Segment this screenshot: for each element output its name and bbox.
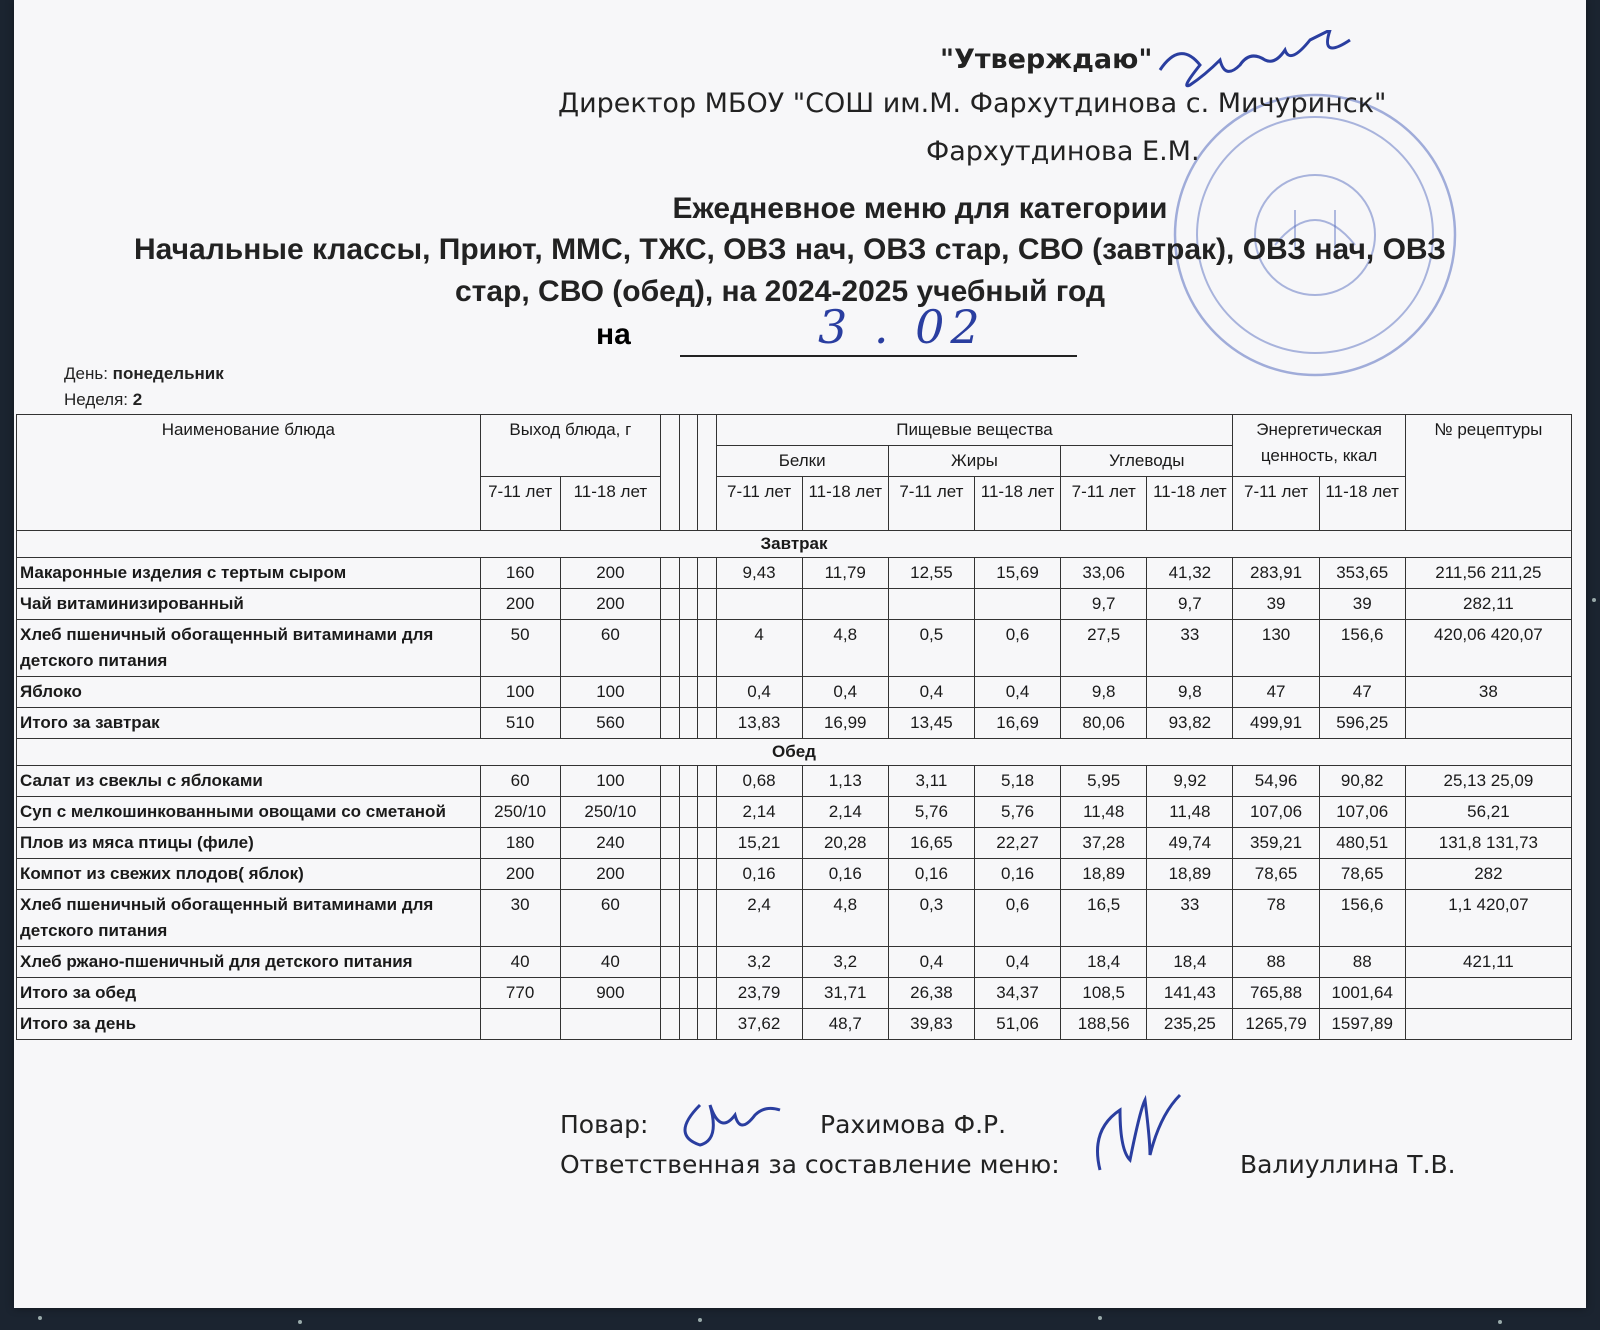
col-header-recipe: № рецептуры <box>1405 415 1571 531</box>
cell-out1: 60 <box>480 766 560 797</box>
dish-row <box>17 797 1572 828</box>
empty-cell <box>661 797 679 828</box>
cell-f2: 0,6 <box>974 620 1060 677</box>
empty-cell <box>679 677 697 708</box>
cell-e2: 1597,89 <box>1319 1009 1405 1040</box>
cell-c1: 9,7 <box>1061 589 1147 620</box>
cell-f2: 5,18 <box>974 766 1060 797</box>
dish-row <box>17 677 1572 708</box>
cell-out1: 510 <box>480 708 560 739</box>
cell-p1: 23,79 <box>716 978 802 1009</box>
cell-e2: 156,6 <box>1319 890 1405 947</box>
cell-e2: 107,06 <box>1319 797 1405 828</box>
cell-c2: 9,7 <box>1147 589 1233 620</box>
dish-row <box>17 766 1572 797</box>
cell-e2: 78,65 <box>1319 859 1405 890</box>
responsible-label: Ответственная за составление меню: <box>560 1150 1060 1179</box>
cell-out2: 560 <box>560 708 661 739</box>
cell-f2: 0,4 <box>974 677 1060 708</box>
cell-rec <box>1405 1009 1571 1040</box>
cell-p2: 4,8 <box>802 620 888 677</box>
empty-cell <box>679 766 697 797</box>
cell-p2: 20,28 <box>802 828 888 859</box>
empty-cell <box>679 859 697 890</box>
cell-p2: 0,4 <box>802 677 888 708</box>
cell-f2: 0,4 <box>974 947 1060 978</box>
cell-f1: 13,45 <box>888 708 974 739</box>
empty-cell <box>661 677 679 708</box>
dish-name: Хлеб ржано-пшеничный для детского питания <box>17 947 481 978</box>
cell-e1: 283,91 <box>1233 558 1319 589</box>
empty-cell <box>679 978 697 1009</box>
dish-row <box>17 947 1572 978</box>
cell-out2: 100 <box>560 766 661 797</box>
cell-e1: 54,96 <box>1233 766 1319 797</box>
cell-c1: 11,48 <box>1061 797 1147 828</box>
empty-cell <box>661 828 679 859</box>
col-header-energy: Энергетическая ценность, ккал <box>1233 415 1405 477</box>
age-header: 7-11 лет <box>888 477 974 531</box>
empty-cell <box>698 589 716 620</box>
cell-f1: 39,83 <box>888 1009 974 1040</box>
cell-rec: 282,11 <box>1405 589 1571 620</box>
cell-e1: 765,88 <box>1233 978 1319 1009</box>
dish-name: Салат из свеклы с яблоками <box>17 766 481 797</box>
cell-f2: 0,6 <box>974 890 1060 947</box>
total-label: Итого за завтрак <box>17 708 481 739</box>
cell-rec: 420,06 420,07 <box>1405 620 1571 677</box>
cell-out2: 60 <box>560 620 661 677</box>
cell-e2: 1001,64 <box>1319 978 1405 1009</box>
cell-f1: 0,16 <box>888 859 974 890</box>
total-label: Итого за день <box>17 1009 481 1040</box>
age-header: 11-18 лет <box>1319 477 1405 531</box>
handwritten-date: 3 . 02 <box>818 300 986 354</box>
cell-p1 <box>716 589 802 620</box>
cell-p1: 0,68 <box>716 766 802 797</box>
cell-rec: 421,11 <box>1405 947 1571 978</box>
cell-e2: 156,6 <box>1319 620 1405 677</box>
cell-out1: 30 <box>480 890 560 947</box>
cell-f1: 0,3 <box>888 890 974 947</box>
cell-p2: 31,71 <box>802 978 888 1009</box>
col-header-proteins: Белки <box>716 446 888 477</box>
cell-rec <box>1405 978 1571 1009</box>
day-value: понедельник <box>112 364 224 383</box>
col-header-fats: Жиры <box>888 446 1060 477</box>
col-header-nutrients: Пищевые вещества <box>716 415 1233 446</box>
cell-f2: 34,37 <box>974 978 1060 1009</box>
col-header-carbs: Углеводы <box>1061 446 1233 477</box>
cell-p1: 0,16 <box>716 859 802 890</box>
cell-rec: 211,56 211,25 <box>1405 558 1571 589</box>
responsible-name: Валиуллина Т.В. <box>1240 1150 1456 1179</box>
cell-e1: 88 <box>1233 947 1319 978</box>
empty-cell <box>698 620 716 677</box>
cook-label: Повар: <box>560 1110 649 1139</box>
empty-cell <box>698 708 716 739</box>
empty-cell <box>698 947 716 978</box>
age-header: 11-18 лет <box>802 477 888 531</box>
cell-out1: 770 <box>480 978 560 1009</box>
cell-out1: 50 <box>480 620 560 677</box>
cell-e2: 480,51 <box>1319 828 1405 859</box>
cell-out1: 200 <box>480 859 560 890</box>
age-header: 11-18 лет <box>974 477 1060 531</box>
dish-row <box>17 620 1572 677</box>
cell-p1: 15,21 <box>716 828 802 859</box>
empty-cell <box>698 797 716 828</box>
day-label: День: <box>64 364 108 383</box>
cell-p1: 2,4 <box>716 890 802 947</box>
cell-e1: 1265,79 <box>1233 1009 1319 1040</box>
approval-heading: "Утверждаю" <box>940 44 1153 75</box>
cell-out2: 200 <box>560 859 661 890</box>
dish-name: Яблоко <box>17 677 481 708</box>
cell-c2: 33 <box>1147 620 1233 677</box>
dish-name: Суп с мелкошинкованными овощами со сметаной <box>17 797 481 828</box>
week-line <box>64 390 142 410</box>
cell-out2: 100 <box>560 677 661 708</box>
cell-out2: 200 <box>560 558 661 589</box>
day-line <box>64 364 224 384</box>
cell-e1: 499,91 <box>1233 708 1319 739</box>
cell-c2: 235,25 <box>1147 1009 1233 1040</box>
cell-c1: 108,5 <box>1061 978 1147 1009</box>
cell-c2: 33 <box>1147 890 1233 947</box>
cell-p2: 16,99 <box>802 708 888 739</box>
cell-e1: 359,21 <box>1233 828 1319 859</box>
empty-cell <box>698 766 716 797</box>
dish-name: Хлеб пшеничный обогащенный витаминами для детского питания <box>17 620 481 677</box>
cell-f1: 26,38 <box>888 978 974 1009</box>
cell-p2: 0,16 <box>802 859 888 890</box>
cell-rec: 131,8 131,73 <box>1405 828 1571 859</box>
dish-row <box>17 859 1572 890</box>
empty-cell <box>661 620 679 677</box>
total-row <box>17 708 1572 739</box>
empty-cell <box>698 859 716 890</box>
cell-f1: 12,55 <box>888 558 974 589</box>
empty-cell <box>679 558 697 589</box>
empty-cell <box>679 620 697 677</box>
cell-p1: 9,43 <box>716 558 802 589</box>
cell-f2: 22,27 <box>974 828 1060 859</box>
col-header-name: Наименование блюда <box>17 415 481 531</box>
cell-out1: 40 <box>480 947 560 978</box>
cell-out1: 160 <box>480 558 560 589</box>
cell-out2: 240 <box>560 828 661 859</box>
empty-cell <box>661 978 679 1009</box>
cell-c2: 141,43 <box>1147 978 1233 1009</box>
cell-f2: 0,16 <box>974 859 1060 890</box>
cell-c1: 33,06 <box>1061 558 1147 589</box>
cell-out2: 250/10 <box>560 797 661 828</box>
cell-p2: 4,8 <box>802 890 888 947</box>
cell-p2: 3,2 <box>802 947 888 978</box>
cell-out2: 900 <box>560 978 661 1009</box>
cell-e2: 353,65 <box>1319 558 1405 589</box>
cell-c1: 9,8 <box>1061 677 1147 708</box>
cell-c1: 188,56 <box>1061 1009 1147 1040</box>
empty-cell <box>661 890 679 947</box>
empty-cell <box>661 859 679 890</box>
empty-cell <box>679 708 697 739</box>
date-underline <box>680 355 1077 357</box>
age-header: 7-11 лет <box>716 477 802 531</box>
cell-c2: 11,48 <box>1147 797 1233 828</box>
cell-out1: 100 <box>480 677 560 708</box>
cell-p1: 2,14 <box>716 797 802 828</box>
cell-c1: 5,95 <box>1061 766 1147 797</box>
dish-row <box>17 589 1572 620</box>
cook-signature <box>670 1085 790 1155</box>
cell-f2: 5,76 <box>974 797 1060 828</box>
director-line: Директор МБОУ "СОШ им.М. Фархутдинова с. Мичуринск" <box>558 88 1387 119</box>
cell-f1: 3,11 <box>888 766 974 797</box>
cell-rec: 25,13 25,09 <box>1405 766 1571 797</box>
dish-name: Чай витаминизированный <box>17 589 481 620</box>
dish-name: Хлеб пшеничный обогащенный витаминами для детского питания <box>17 890 481 947</box>
cell-f1 <box>888 589 974 620</box>
cell-e1: 39 <box>1233 589 1319 620</box>
empty-cell <box>698 890 716 947</box>
empty-cell <box>679 890 697 947</box>
menu-table <box>16 414 1572 1040</box>
cell-out2: 60 <box>560 890 661 947</box>
cell-c1: 16,5 <box>1061 890 1147 947</box>
cell-c2: 93,82 <box>1147 708 1233 739</box>
cell-c2: 18,4 <box>1147 947 1233 978</box>
responsible-signature <box>1080 1085 1190 1180</box>
cell-f2: 16,69 <box>974 708 1060 739</box>
week-label: Неделя: <box>64 390 129 409</box>
empty-cell <box>679 589 697 620</box>
cell-out1 <box>480 1009 560 1040</box>
cell-c1: 27,5 <box>1061 620 1147 677</box>
empty-cell <box>698 1009 716 1040</box>
cell-out2: 200 <box>560 589 661 620</box>
cell-p1: 0,4 <box>716 677 802 708</box>
total-row <box>17 1009 1572 1040</box>
cell-rec: 56,21 <box>1405 797 1571 828</box>
empty-cell <box>679 797 697 828</box>
dish-row <box>17 890 1572 947</box>
cell-e2: 39 <box>1319 589 1405 620</box>
cell-p2: 11,79 <box>802 558 888 589</box>
cell-e1: 107,06 <box>1233 797 1319 828</box>
cell-e2: 88 <box>1319 947 1405 978</box>
age-header: 7-11 лет <box>1061 477 1147 531</box>
title-line-1: Ежедневное меню для категории <box>672 192 1168 225</box>
cell-e1: 47 <box>1233 677 1319 708</box>
section-lunch: Обед <box>17 739 1572 766</box>
cell-p2 <box>802 589 888 620</box>
cell-c1: 18,4 <box>1061 947 1147 978</box>
cell-c2: 49,74 <box>1147 828 1233 859</box>
cell-c1: 18,89 <box>1061 859 1147 890</box>
empty-cell <box>661 558 679 589</box>
cell-rec: 38 <box>1405 677 1571 708</box>
empty-cell <box>661 708 679 739</box>
dish-row <box>17 828 1572 859</box>
cell-f1: 0,4 <box>888 947 974 978</box>
cook-name: Рахимова Ф.Р. <box>820 1110 1007 1139</box>
dish-name: Плов из мяса птицы (филе) <box>17 828 481 859</box>
cell-c1: 80,06 <box>1061 708 1147 739</box>
dish-row <box>17 558 1572 589</box>
cell-c2: 18,89 <box>1147 859 1233 890</box>
empty-cell <box>661 947 679 978</box>
age-header: 7-11 лет <box>480 477 560 531</box>
cell-rec: 1,1 420,07 <box>1405 890 1571 947</box>
cell-c2: 9,8 <box>1147 677 1233 708</box>
dish-name: Макаронные изделия с тертым сыром <box>17 558 481 589</box>
cell-f1: 16,65 <box>888 828 974 859</box>
cell-p1: 37,62 <box>716 1009 802 1040</box>
empty-cell <box>661 766 679 797</box>
empty-cell <box>698 677 716 708</box>
cell-p2: 2,14 <box>802 797 888 828</box>
cell-e2: 90,82 <box>1319 766 1405 797</box>
total-label: Итого за обед <box>17 978 481 1009</box>
empty-cell <box>661 1009 679 1040</box>
dish-name: Компот из свежих плодов( яблок) <box>17 859 481 890</box>
empty-cell <box>679 947 697 978</box>
cell-e1: 78 <box>1233 890 1319 947</box>
cell-f2 <box>974 589 1060 620</box>
director-name: Фархутдинова Е.М. <box>926 136 1200 167</box>
date-prefix: на <box>596 318 631 351</box>
cell-p1: 3,2 <box>716 947 802 978</box>
cell-p2: 48,7 <box>802 1009 888 1040</box>
cell-f2: 51,06 <box>974 1009 1060 1040</box>
age-header: 11-18 лет <box>1147 477 1233 531</box>
empty-cell <box>698 978 716 1009</box>
col-header-output: Выход блюда, г <box>480 415 661 477</box>
empty-cell <box>698 558 716 589</box>
cell-out1: 250/10 <box>480 797 560 828</box>
cell-out1: 180 <box>480 828 560 859</box>
cell-c2: 9,92 <box>1147 766 1233 797</box>
total-row <box>17 978 1572 1009</box>
title-line-3: стар, СВО (обед), на 2024-2025 учебный год <box>455 275 1105 308</box>
age-header: 7-11 лет <box>1233 477 1319 531</box>
cell-e1: 78,65 <box>1233 859 1319 890</box>
cell-out2: 40 <box>560 947 661 978</box>
empty-cell <box>679 828 697 859</box>
cell-c2: 41,32 <box>1147 558 1233 589</box>
cell-rec: 282 <box>1405 859 1571 890</box>
empty-cell <box>661 589 679 620</box>
cell-out1: 200 <box>480 589 560 620</box>
week-value: 2 <box>132 390 143 409</box>
cell-rec <box>1405 708 1571 739</box>
cell-e1: 130 <box>1233 620 1319 677</box>
age-header: 11-18 лет <box>560 477 661 531</box>
cell-f1: 5,76 <box>888 797 974 828</box>
empty-cell <box>698 828 716 859</box>
cell-c1: 37,28 <box>1061 828 1147 859</box>
empty-cell <box>679 1009 697 1040</box>
cell-e2: 596,25 <box>1319 708 1405 739</box>
section-breakfast: Завтрак <box>17 531 1572 558</box>
cell-e2: 47 <box>1319 677 1405 708</box>
cell-p2: 1,13 <box>802 766 888 797</box>
cell-p1: 13,83 <box>716 708 802 739</box>
title-line-2: Начальные классы, Приют, ММС, ТЖС, ОВЗ нач, ОВЗ стар, СВО (завтрак), ОВЗ нач, ОВЗ <box>134 233 1446 266</box>
cell-f2: 15,69 <box>974 558 1060 589</box>
cell-p1: 4 <box>716 620 802 677</box>
cell-out2 <box>560 1009 661 1040</box>
cell-f1: 0,5 <box>888 620 974 677</box>
cell-f1: 0,4 <box>888 677 974 708</box>
